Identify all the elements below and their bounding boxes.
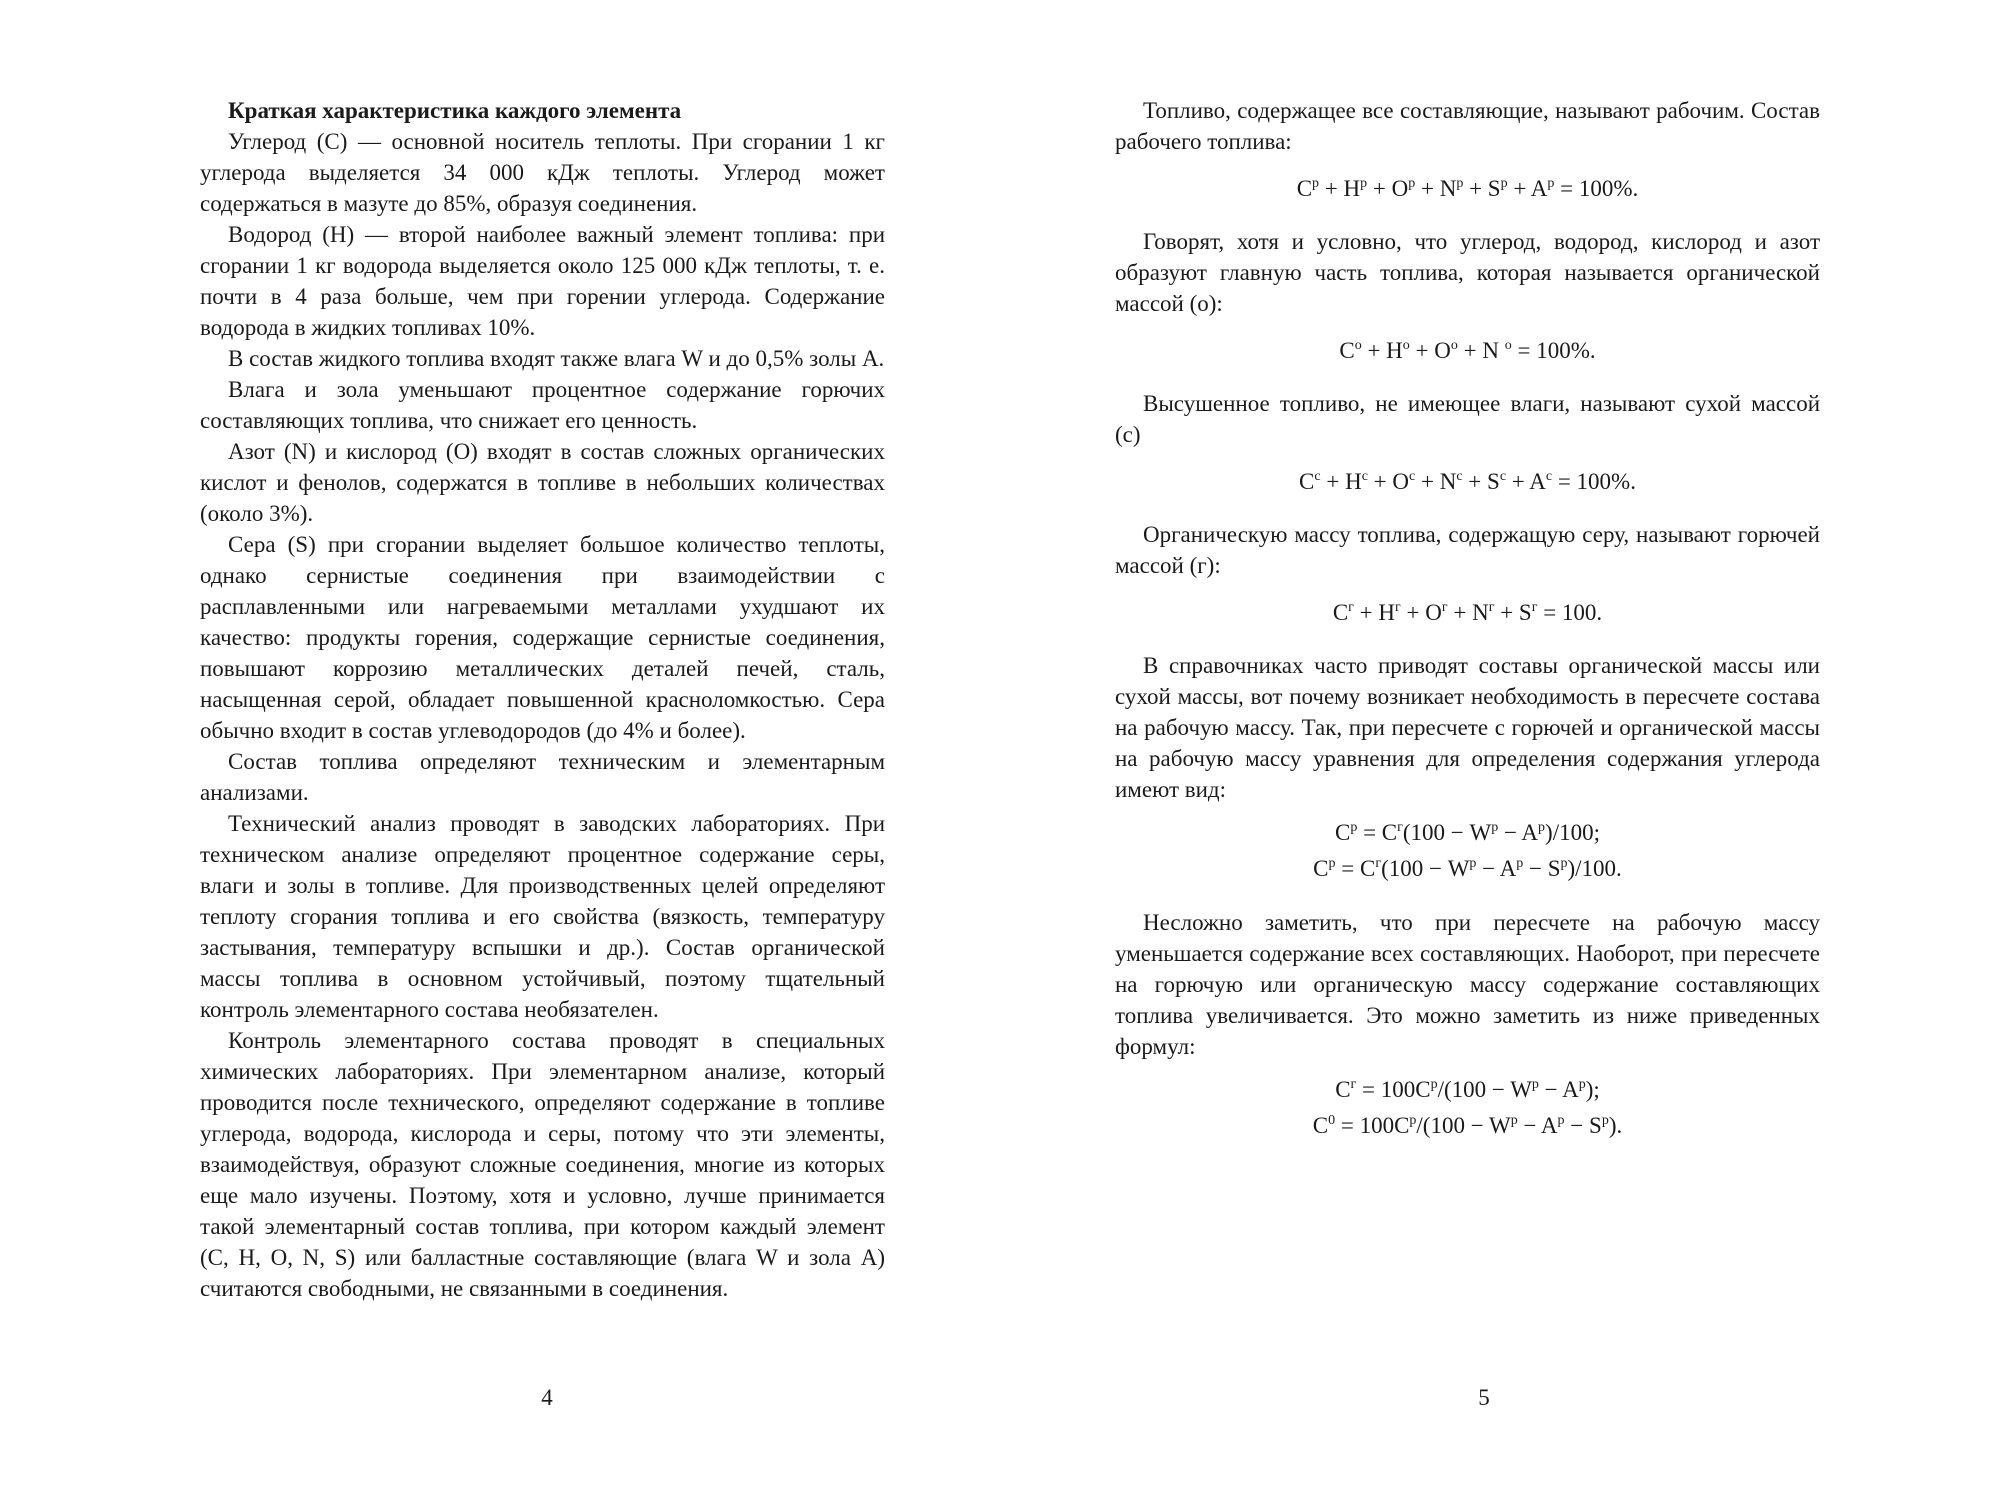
paragraph-nitrogen-oxygen: Азот (N) и кислород (О) входят в состав сложных органических кислот и фенолов, содержатся в топливе в небольших количествах (около 3%). [200,439,885,526]
formula-organic-mass: $C^o + H^o + O^o + N$ $^o$ = 100%. [1339,338,1596,363]
formula-inverse-2: $C^0 = 100C^p/(100 - W^p - A^p - S^p)$. [1312,1113,1623,1138]
formula-working-mass: $C^p + H^p + O^p + N^p + S^p + A^p = 100\%$. [1296,176,1639,201]
paragraph-carbon: Углерод (С) — основной носитель теплоты. При сгорании 1 кг углерода выделяется 34 000 кДж теплоты. Углерод может содержаться в мазуте до 85%, образуя соединения. [200,129,885,216]
paragraph-analysis: Состав топлива определяют техническим и элементарным анализами. [200,749,885,805]
paragraph-dry-mass: Высушенное топливо, не имеющее влаги, называют сухой массой (с) [1115,391,1820,447]
paragraph-elemental-analysis: Контроль элементарного состава проводят в специальных химических лабораториях. При элементарном анализе, который проводится после технического, определяют содержание в топливе углерода, водорода, кислорода и серы, потому что эти элементы, взаимодействуя, образуют сложные соединения, многие из которых еще мало изучены. Поэтому, хотя и условно, лучше принимается такой элементарный состав топлива, при котором каждый элемент (С, Н, О, N, S) или балластные составляющие (влага W и зола А) считаются свободными, не связанными в соединения. [200,1028,885,1301]
paragraph-moisture-ash: В состав жидкого топлива входят также влага W и до 0,5% золы А. [228,346,885,371]
formula-block-recalc [1115,805,1820,907]
formula-recalc-1: $C^p = C^г(100 - W^p - A^p)/100$; [1334,820,1600,845]
formula-block-combustible [1115,581,1820,650]
formula-inverse-1: $C^г = 100C^p/(100 - W^p - A^p)$; [1335,1077,1600,1102]
formula-combustible-mass: $C^г + H^г + O^г + N^г + S^г = 100$. [1332,600,1603,625]
paragraph-sulfur: Сера (S) при сгорании выделяет большое количество теплоты, однако сернистые соединения при взаимодействии с расплавленными или нагреваемыми металлами ухудшают их качество: продукты горения, содержащие сернистые соединения, повышают коррозию металлических деталей печей, сталь, насыщенная серой, обладает повышенной красноломкостью. Сера обычно входит в состав углеводородов (до 4% и более). [200,532,885,743]
formula-block-organic [1115,319,1820,388]
section-heading: Краткая характеристика каждого элемента [228,98,682,123]
paragraph-combustible-mass: Органическую массу топлива, содержащую серу, называют горючей массой (г): [1115,522,1820,578]
right-text-column [1115,95,1820,1164]
page-number: 4 [541,1385,553,1410]
paragraph-hydrogen: Водород (Н) — второй наиболее важный элемент топлива: при сгорании 1 кг водорода выделяется около 125 000 кДж теплоты, т. е. почти в 4 раза больше, чем при горении углерода. Содержание водорода в жидких топливах 10%. [200,222,885,340]
formula-recalc-2: $C^p = C^г(100 - W^p - A^p - S^p)/100$. [1313,856,1622,881]
paragraph-recalculation: В справочниках часто приводят составы органической массы или сухой массы, вот почему возникает необходимость в пересчете состава на рабочую массу. Так, при пересчете с горючей и органической массы на рабочую массу уравнения для определения содержания углерода имеют вид: [1115,653,1820,802]
formula-block-working [1115,157,1820,226]
paragraph-technical-analysis: Технический анализ проводят в заводских лабораториях. При техническом анализе определяют процентное содержание серы, влаги и золы в топливе. Для производственных целей определяют теплоту сгорания топлива и его свойства (вязкость, температуру застывания, температуру вспышки и др.). Состав органической массы топлива в основном устойчивый, поэтому тщательный контроль элементарного состава необязателен. [200,811,885,1022]
formula-dry-mass: $C^c + H^c + O^c + N^c + S^c + A^c = 100\%$. [1299,469,1636,494]
paragraph-organic-mass: Говорят, хотя и условно, что углерод, водород, кислород и азот образуют главную часть топлива, которая называется органической массой (о): [1115,229,1820,316]
paragraph-working-fuel: Топливо, содержащее все составляющие, называют рабочим. Состав рабочего топлива: [1115,98,1820,154]
left-text-column [200,95,885,1304]
paragraph-conclusion: Несложно заметить, что при пересчете на рабочую массу уменьшается содержание всех составляющих. Наоборот, при пересчете на горючую или органическую массу содержание составляющих топлива увеличивается. Это можно заметить из ниже приведенных формул: [1115,910,1820,1059]
paragraph-value: Влага и зола уменьшают процентное содержание горючих составляющих топлива, что снижает его ценность. [200,377,885,433]
right-page [1000,0,2000,1505]
formula-block-dry [1115,450,1820,519]
page-number: 5 [1478,1385,1490,1410]
formula-block-inverse [1115,1062,1820,1164]
